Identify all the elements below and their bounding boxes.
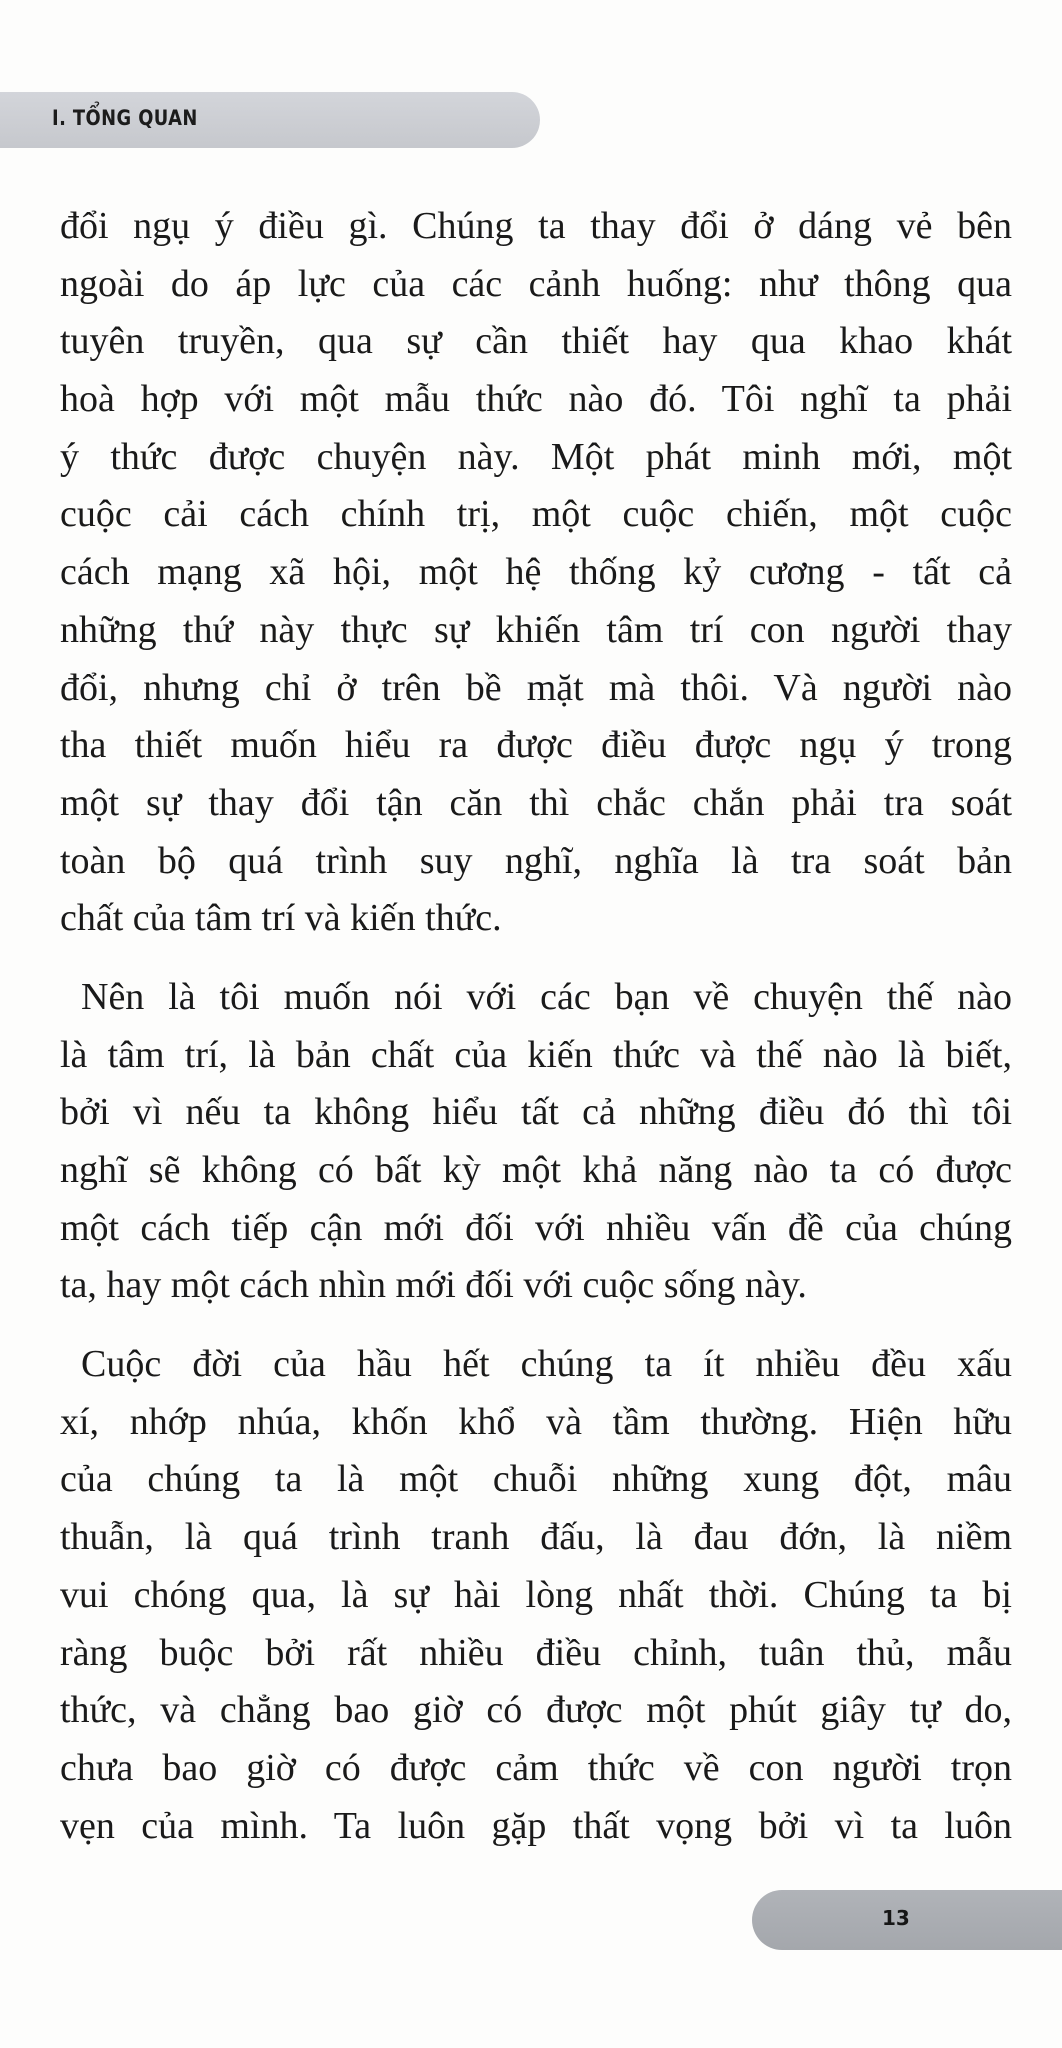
text-line: vui chóng qua, là sự hài lòng nhất thời. Chúng ta bị [60,1573,1012,1616]
text-line: thức, và chẳng bao giờ có được một phút giây tự do, [60,1689,1012,1732]
body-text [60,198,1012,1876]
paragraph-2 [60,969,1012,1315]
text-line: cuộc cải cách chính trị, một cuộc chiến, một cuộc [60,493,1012,536]
text-line: bởi vì nếu ta không hiểu tất cả những điều đó thì tôi [60,1091,1012,1134]
section-title: I. TỔNG QUAN [52,106,198,130]
text-line: xí, nhớp nhúa, khốn khổ và tầm thường. Hiện hữu [60,1400,1012,1443]
text-line: ràng buộc bởi rất nhiều điều chỉnh, tuân thủ, mẫu [60,1631,1012,1674]
text-line: toàn bộ quá trình suy nghĩ, nghĩa là tra soát bản [60,839,1012,882]
text-line: một cách tiếp cận mới đối với nhiều vấn đề của chúng [60,1206,1012,1249]
text-line: vẹn của mình. Ta luôn gặp thất vọng bởi vì ta luôn [60,1804,1012,1847]
text-line: tha thiết muốn hiểu ra được điều được ngụ ý trong [60,724,1012,767]
section-header-bar [0,92,540,148]
text-line: ý thức được chuyện này. Một phát minh mới, một [60,435,1012,478]
text-line: tuyên truyền, qua sự cần thiết hay qua khao khát [60,320,1012,363]
text-line: ta, hay một cách nhìn mới đối với cuộc sống này. [60,1264,807,1307]
text-line: ngoài do áp lực của các cảnh huống: như thông qua [60,262,1012,305]
text-line: một sự thay đổi tận căn thì chắc chắn phải tra soát [60,781,1012,824]
page-number-bar [752,1890,1062,1950]
text-line: cách mạng xã hội, một hệ thống kỷ cương - tất cả [60,551,1012,594]
page-number: 13 [882,1906,910,1930]
paragraph-3 [60,1336,1012,1855]
text-line: hoà hợp với một mẫu thức nào đó. Tôi nghĩ ta phải [60,378,1012,421]
text-line: đổi, nhưng chỉ ở trên bề mặt mà thôi. Và người nào [60,666,1012,709]
text-line: Nên là tôi muốn nói với các bạn về chuyện thế nào [81,975,1012,1018]
text-line: là tâm trí, là bản chất của kiến thức và thế nào là biết, [60,1033,1012,1076]
text-line: của chúng ta là một chuỗi những xung đột, mâu [60,1458,1012,1501]
text-line: nghĩ sẽ không có bất kỳ một khả năng nào ta có được [60,1149,1012,1191]
text-line: thuẫn, là quá trình tranh đấu, là đau đớn, là niềm [60,1516,1012,1559]
text-line: chưa bao giờ có được cảm thức về con người trọn [60,1746,1012,1789]
paragraph-1 [60,198,1012,948]
text-line: Cuộc đời của hầu hết chúng ta ít nhiều đều xấu [81,1343,1012,1386]
text-line: đổi ngụ ý điều gì. Chúng ta thay đổi ở dáng vẻ bên [60,205,1012,247]
text-line: những thứ này thực sự khiến tâm trí con người thay [60,608,1012,651]
text-line: chất của tâm trí và kiến thức. [60,897,502,940]
